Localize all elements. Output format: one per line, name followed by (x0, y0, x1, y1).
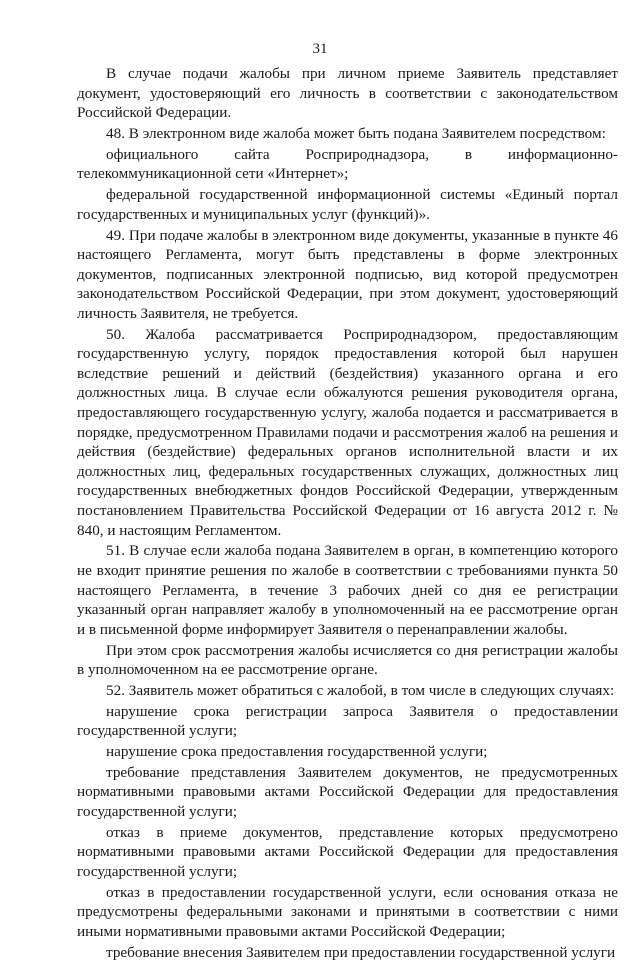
paragraph-52-item-refusal-service: отказ в предоставлении государственной услуги, если основания отказа не предусмотрены федеральными законами и принятыми в соответствии с ними иными нормативными правовыми актами Российской Федерации; (77, 883, 618, 940)
paragraph-51: 51. В случае если жалоба подана Заявителем в орган, в компетенцию которого не входит принятие решения по жалобе в соответствии с требованиями пункта 50 настоящего Регламента, в течение 3 рабочих дней со дня ее регистрации указанный орган направляет жалобу в уполномоченный на ее рассмотрение орган и в письменной форме информирует Заявителя о перенаправлении жалобы. (77, 542, 618, 638)
paragraph-48: 48. В электронном виде жалоба может быть подана Заявителем посредством: (106, 124, 606, 142)
paragraph-personal-reception: В случае подачи жалобы при личном приеме Заявитель представляет документ, удостоверяющий его личность в соответствии с законодательством Российской Федерации. (77, 65, 618, 122)
paragraph-52-item-fee-demand: требование внесения Заявителем при предоставлении государственной услуги (106, 943, 616, 961)
paragraph-52-item-registration: нарушение срока регистрации запроса Заявителя о предоставлении государственной услуги; (77, 702, 618, 740)
paragraph-48-unified-portal: федеральной государственной информационной системы «Единый портал государственных и муниципальных услуг (функций)». (77, 186, 618, 223)
paragraph-51-term: При этом срок рассмотрения жалобы исчисляется со дня регистрации жалобы в уполномоченном на ее рассмотрение органе. (77, 641, 618, 679)
paragraph-52-item-refusal-documents: отказ в приеме документов, представление которых предусмотрено нормативными правовыми актами Российской Федерации для предоставления государственной услуги; (77, 823, 618, 880)
paragraph-52-item-documents-demand: требование представления Заявителем документов, не предусмотренных нормативными правовыми актами Российской Федерации для предоставления государственной услуги; (77, 763, 618, 821)
paragraph-49: 49. При подаче жалобы в электронном виде документы, указанные в пункте 46 настоящего Регламента, могут быть представлены в форме электронных документов, подписанных электронной подписью, вид которой предусмотрен законодательством Российской Федерации, при этом документ, удостоверяющий личность Заявителя, не требуется. (77, 226, 618, 322)
paragraph-52-item-term: нарушение срока предоставления государственной услуги; (106, 743, 488, 761)
paragraph-50: 50. Жалоба рассматривается Росприроднадзором, предоставляющим государственную услугу, порядок предоставления которой был нарушен вследствие решений и действий (бездействия) указанного органа и его должностных лица. В случае если обжалуются решения руководителя органа, предоставляющего государственную услугу, жалоба подается и рассматривается в порядке, предусмотренном Правилами подачи и рассмотрения жалоб на решения и действия (бездействие) федеральных органов исполнительной власти и их должностных лиц, федеральных государственных служащих, должностных лиц государственных внебюджетных фондов Российской Федерации, утвержденным постановлением Правительства Российской Федерации от 16 августа 2012 г. № 840, и настоящим Регламентом. (77, 325, 618, 539)
page-number: 31 (312, 41, 328, 57)
document-body (77, 64, 618, 964)
paragraph-52: 52. Заявитель может обратиться с жалобой, в том числе в следующих случаях: (106, 681, 615, 699)
paragraph-48-official-site: официального сайта Росприроднадзора, в информационно-телекоммуникационной сети «Интернет»; (77, 145, 618, 183)
